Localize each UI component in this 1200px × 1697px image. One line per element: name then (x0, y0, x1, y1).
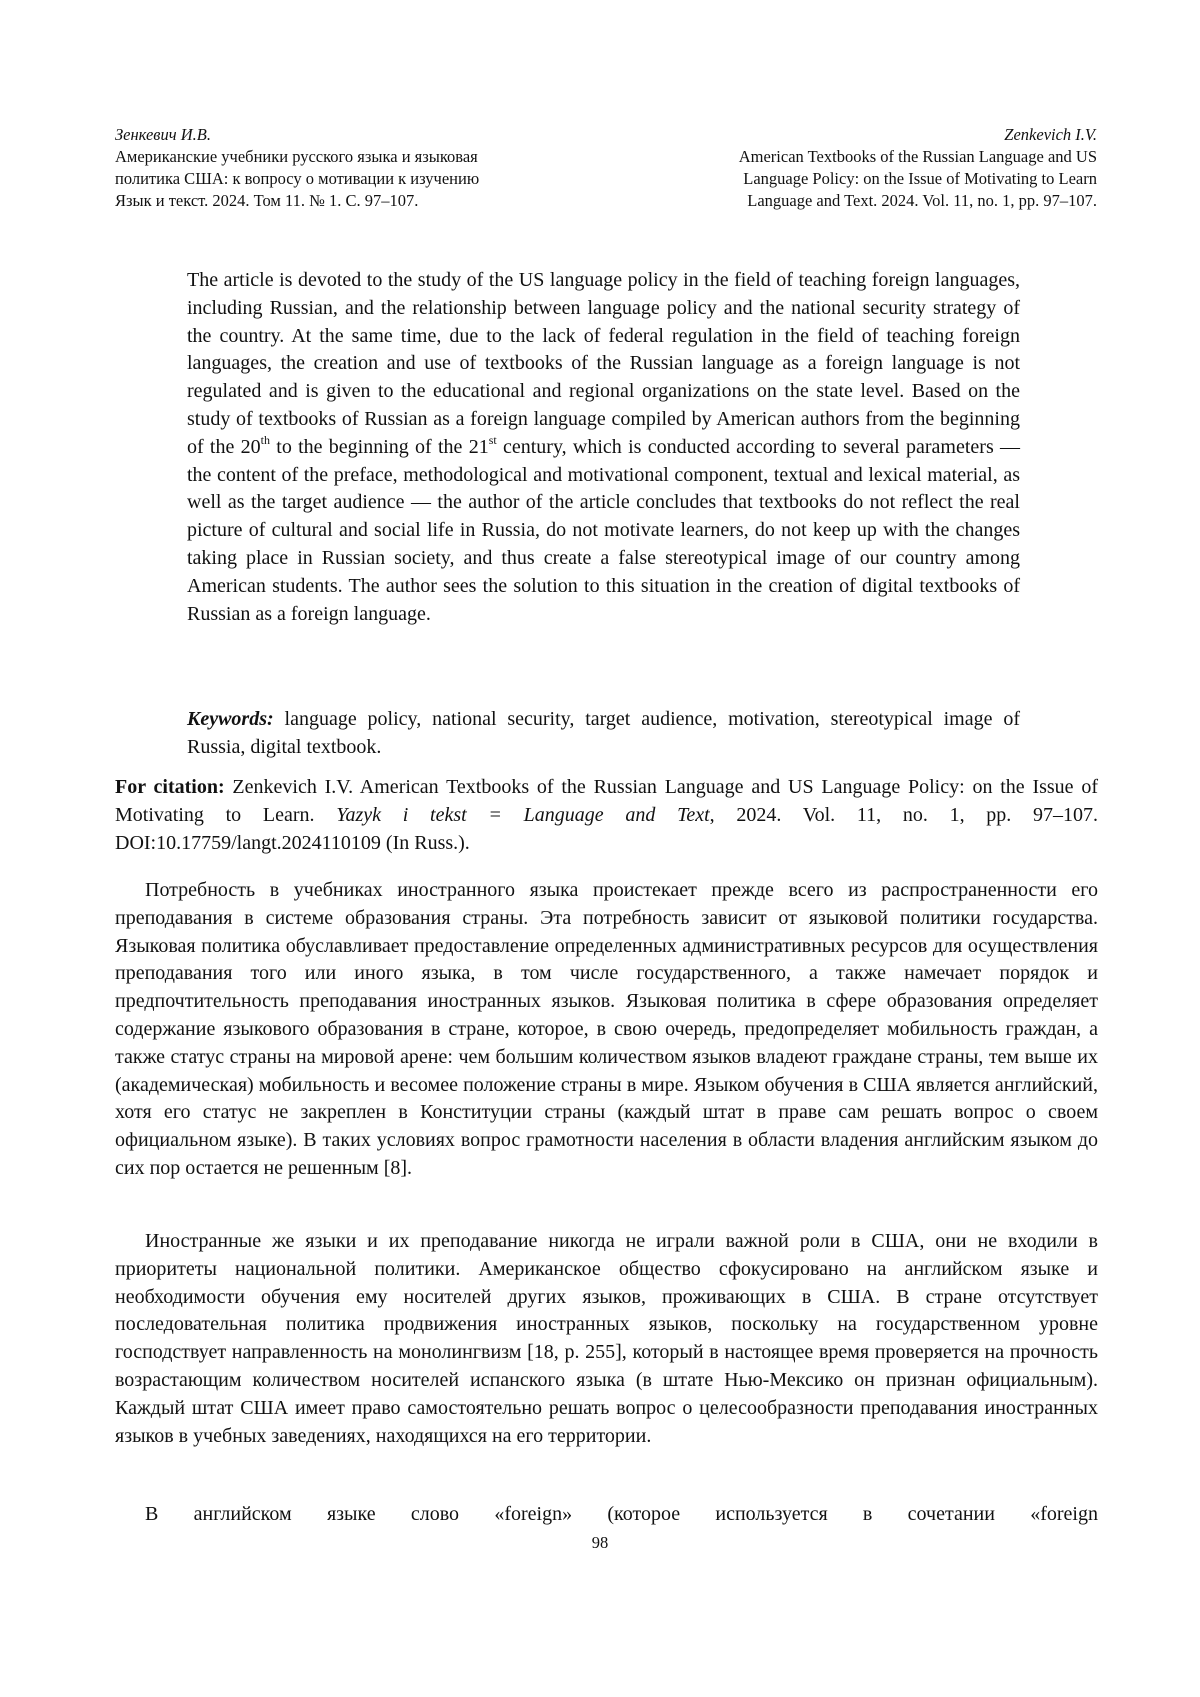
citation-block: For citation: Zenkevich I.V. American Textbooks of the Russian Language and US Language Policy: on the Issue of Motivating to Learn. Yazyk i tekst = Language and Text, 2024. Vol. 11, no. 1, pp. 97–107. DOI:10.17759/langt.2024110109 (In Russ.). (115, 776, 1099, 854)
keywords-label: Keywords: (187, 708, 274, 730)
header-citation-en: Language and Text. 2024. Vol. 11, no. 1, pp. 97–107. (747, 191, 1097, 210)
abstract-text: The article is devoted to the study of the US language policy in the field of teaching foreign languages, including Russian, and the relationship between language policy and the national security strategy of the country. At the same time, due to the lack of federal regulation in the field of teaching foreign languages, the creation and use of textbooks of the Russian language as a foreign language is not regulated and is given to the educational and regional organizations on the state level. Based on the study of textbooks of Russian as a foreign language compiled by American authors from the beginning of the 20th to the beginning of the 21st century, which is conducted according to several parameters — the content of the preface, methodological and motivational component, textual and lexical material, as well as the target audience — the author of the article concludes that textbooks do not reflect the real picture of cultural and social life in Russia, do not motivate learners, do not keep up with the changes taking place in Russian society, and thus create a false stereotypical image of our country among American students. The author sees the solution to this situation in the creation of digital textbooks of Russian as a foreign language. (187, 269, 1021, 625)
page-number: 98 (591, 1533, 609, 1552)
citation-label: For citation: (115, 776, 225, 798)
abstract (187, 267, 1020, 628)
keywords-list: language policy, national security, target audience, motivation, stereotypical image of Russia, digital textbook. (187, 708, 1020, 758)
header-title-ru-line1: Американские учебники русского языка и языковая (115, 147, 478, 166)
running-header-ru (115, 124, 585, 212)
header-title-en-line2: Language Policy: on the Issue of Motivating to Learn (743, 169, 1097, 188)
journal-name: Yazyk i tekst = Language and Text (336, 803, 710, 826)
running-header-en (617, 124, 1097, 212)
body-paragraph: Потребность в учебниках иностранного языка проистекает прежде всего из распространенности его преподавания в системе образования страны. Эта потребность зависит от языковой политики государства. Языковая политика обуславливает предоставление определенных административных ресурсов для осуществления преподавания того или иного языка, в том числе государственного, а также намечает порядок и предпочтительность преподавания иностранных языков. Языковая политика в сфере образования определяет содержание языкового образования в стране, которое, в свою очередь, предопределяет мобильность граждан, а также статус страны на мировой арене: чем большим количеством языков владеют граждане страны, тем выше их (академическая) мобильность и весомее положение страны в мире. Языком обучения в США является английский, хотя его статус не закреплен в Конституции страны (каждый штат в праве сам решать вопрос о своем официальном языке). В таких условиях вопрос грамотности населения в области владения английским языком до сих пор остается не решенным [8]. (115, 879, 1098, 1179)
header-citation-ru: Язык и текст. 2024. Том 11. № 1. С. 97–107. (115, 191, 419, 210)
header-author-ru: Зенкевич И.В. (115, 125, 211, 144)
body-paragraph: Иностранные же языки и их преподавание никогда не играли важной роли в США, они не входили в приоритеты национальной политики. Американское общество сфокусировано на английском языке и необходимости обучения ему носителей других языков, проживающих в США. В стране отсутствует последовательная политика продвижения иностранных языков, поскольку на государственном уровне господствует направленность на монолингвизм [18, p. 255], который в настоящее время проверяется на прочность возрастающим количеством носителей испанского языка (в штате Нью-Мексико он признан официальным). Каждый штат США имеет право самостоятельно решать вопрос о целесообразности преподавания иностранных языков в учебных заведениях, находящихся на его территории. (115, 1230, 1098, 1447)
header-title-ru-line2: политика США: к вопросу о мотивации к изучению (115, 169, 480, 188)
keywords (187, 706, 1020, 762)
body-paragraph: В английском языке слово «foreign» (которое используется в сочетании «foreign (145, 1503, 1098, 1525)
header-title-en-line1: American Textbooks of the Russian Language and US (738, 147, 1097, 166)
header-author-en: Zenkevich I.V. (1004, 125, 1097, 144)
